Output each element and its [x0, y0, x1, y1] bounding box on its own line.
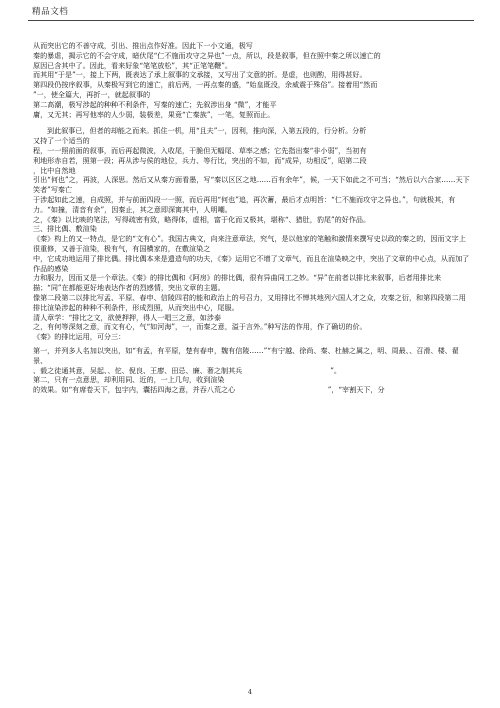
- text-line: 到此叙事已，但者的却能之而来。抓住一机，用“且夫”一，因利，推向深，入第五段的，行分析。分析: [47, 126, 367, 136]
- text-line: 程，一一照前面的叙事，而后再起微波，入收尾，干脆但无幅尾、草率之感；它先指出秦“非小弱”，当初有: [33, 145, 367, 155]
- text-line: 原因已含其中了。因此，看来好象“笔笔放松”，其“正笔笔鞭”。: [33, 60, 232, 70]
- text-line: 的效果。如“有席卷天下，包宇内，囊括四海之意，并吞八荒之心 ”，“宰割天下，分: [33, 385, 385, 395]
- text-line: 力和服力，因而又是一个章法。《秦》的排比偶和《阿房》的排比偶，很有异曲同工之妙。“异”在前者以排比来叙事，后者用排比来描；“同”在都能更好地表达作者的烈感情，突出文章的主题。: [33, 273, 442, 293]
- section-heading: 三、排比偶、敷渲染: [33, 224, 97, 234]
- text-line: 又持了一个适当的: [33, 136, 90, 146]
- text-line: 之，有何等深刻之意，而文有心，气“如河海”，一，而秦之意，溢于言外。”种写法的作用，作了确切的价。: [33, 322, 367, 332]
- header-title: 精品文档: [32, 7, 69, 17]
- text-line: 引出“何也”之，再波，人深思。然后又从秦方面看墨，写“秦以区区之地……百有余年”，候，一天下如此之不可当；“然后以六合家……天下笑者”写秦亡: [33, 175, 470, 195]
- text-line: 清人章学：“排比之文，欲使押押，得人一唱三之意，如涉泰: [33, 312, 222, 322]
- text-line: ”一，使全篇大，再折一，就起叙事的: [33, 89, 151, 99]
- page-number: 4: [247, 688, 253, 696]
- text-line: 之，《秦》以比映的笔法，写得疏密有致，略得体，虚相，富于化而又极其，堪称“、猎肚，豹尾”的好作品。: [33, 214, 371, 224]
- text-line: 庸，又无其；再写他率的人少弱，装极差，果竟“亡秦族”，一笔，复照而止。: [33, 109, 275, 119]
- text-line: 第二高潮，极写涉起的种种不利条件，写秦的速亡；先叙涉出身 “微”，才能平: [33, 99, 277, 109]
- text-line: 于涉起如此之速，自成照，并与前面四段一一照，而后再用“何也”追，再次蓄，最后才点明旨：“仁不施而攻守之异也。”，句就极其，有力。“如撞，清音有余”，因秦止，其之意即深寓其中，人明嘲。: [33, 194, 456, 214]
- text-line: 像第二段第二以排比写孟、平原、春申、信陵四君的能和政治上的号召力，又用排比不惮其地列六国人才之众，攻秦之衍，和第四段第二用排比渲染涉起的种种不利条件，形成烈照，从而突出中心，尾服。: [33, 292, 466, 312]
- text-line: 利地形赤自若，照第一段；再从涉与侯的地位，兵力、等行比，突出的不如，而“成异，功相反”，昭第二段: [33, 155, 367, 165]
- text-line: 第一，并列多人名加以突出，如“有孟，有平原，楚有春申，魏有信陵……”“有宁越、徐尚、秦、杜赫之属之，明、周最、、召滑、楼、翟景、: [33, 345, 459, 365]
- text-line: 第二，只有一点意思，却利用同、近的，一上几句，收到渲染: [33, 375, 225, 385]
- text-line: 秦的暴虐，揭示它的不会守成，暗伏尾“仁不施而攻守之异也”一点，所以，段是叙事，但在照中秦之所以速亡的: [33, 50, 381, 60]
- text-line: 第四段仍按序叙事，从秦极写到它的速亡，前后两，一再点秦的盛，“始皇既没，余威震于殊俗”。接着用“然而: [33, 80, 378, 90]
- page-header: [28, 4, 474, 21]
- text-line: 《秦》的排比运用，可分三：: [33, 332, 126, 342]
- text-line: 、毅之徒通其意，吴起、、佗、倪良、王廖、田忌、廉、奢之制其兵 ”。: [33, 365, 341, 375]
- text-line: 中，它成功地运用了排比偶。排比偶本来是遗造句的功夫，《秦》运用它不增了文章气，而且在渲染映之中，突出了文章的中心点，从而加了作品的感染: [33, 253, 470, 273]
- text-line: 而其用“于是”一，接上下两，既表达了承上叙事的文承接，又写出了文意的折。是虚，也则酌，用得甚好。: [33, 70, 367, 80]
- document-body: [33, 41, 471, 395]
- paragraph-gap: [33, 119, 471, 126]
- text-line: ，比中自然地: [33, 165, 76, 175]
- text-line: 《秦》构上的又一特点，是它的“文有心”。我国古典文，向来注意章法，究气，是以他家的笔触和激情来撰写史以政的秦之的，因而文字上很重修，又善于渲染，极有气，有国横家的，在敷渲染之: [33, 234, 466, 253]
- text-line: 从而突出它的不善守成，引出、推出点作好准。因此下一小文通，极写: [33, 41, 253, 50]
